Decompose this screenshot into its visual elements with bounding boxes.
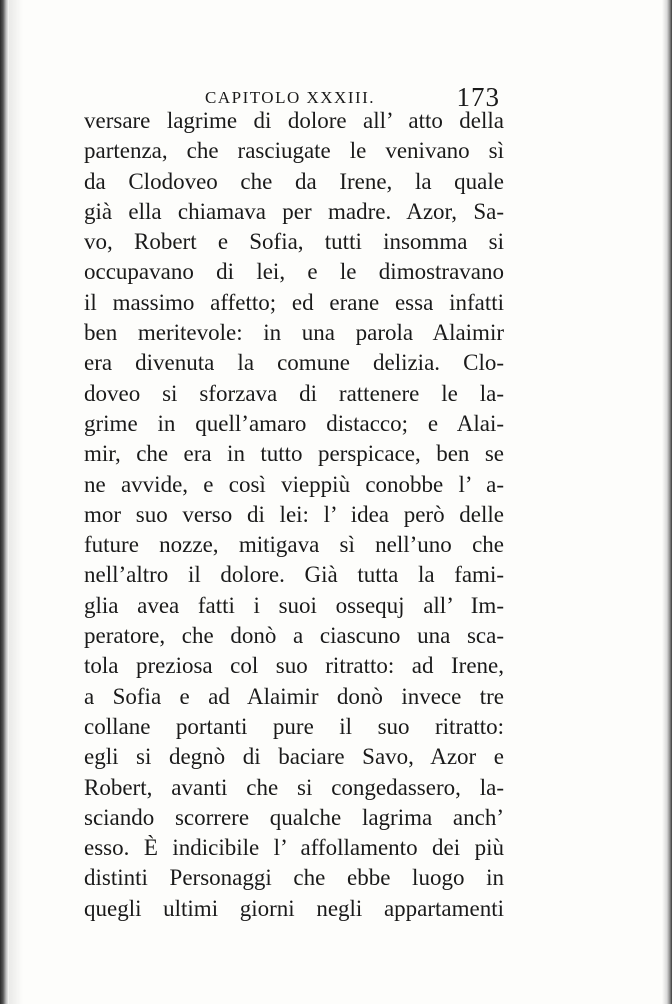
text-line: future nozze, mitigava sì nell’uno che	[84, 532, 504, 558]
body-text	[84, 106, 504, 924]
text-line: collane portanti pure il suo ritratto:	[84, 713, 504, 739]
text-line: vo, Robert e Sofia, tutti insomma si	[84, 229, 504, 255]
text-line: glia avea fatti i suoi ossequj all’ Im-	[84, 592, 504, 618]
text-line: partenza, che rasciugate le venivano sì	[84, 138, 504, 164]
text-line: peratore, che donò a ciascuno una sca-	[84, 623, 504, 649]
text-line: doveo si sforzava di rattenere le la-	[84, 380, 504, 406]
page-fore-edge	[662, 0, 672, 1004]
text-line: grime in quell’amaro distacco; e Alai-	[84, 410, 504, 436]
text-line: mir, che era in tutto perspicace, ben se	[84, 441, 504, 467]
text-line: distinti Personaggi che ebbe luogo in	[84, 865, 504, 891]
text-line: era divenuta la comune delizia. Clo-	[84, 350, 504, 376]
running-head: CAPITOLO XXXIII.	[205, 88, 376, 107]
text-line: esso. È indicibile l’ affollamento dei più	[84, 835, 504, 861]
text-line: mor suo verso di lei: l’ idea però delle	[84, 501, 504, 527]
text-line: sciando scorrere qualche lagrima anch’	[84, 804, 504, 830]
text-line: a Sofia e ad Alaimir donò invece tre	[84, 683, 504, 709]
text-line: tola preziosa col suo ritratto: ad Irene,	[84, 653, 504, 679]
text-line: ne avvide, e così vieppiù conobbe l’ a-	[84, 471, 504, 497]
text-line: Robert, avanti che si congedassero, la-	[84, 774, 504, 800]
text-line: da Clodoveo che da Irene, la quale	[84, 168, 504, 194]
text-line: già ella chiamava per madre. Azor, Sa-	[84, 198, 504, 224]
page-binding-edge	[0, 0, 9, 1004]
page-gutter-shadow	[9, 0, 23, 1004]
text-line: occupavano di lei, e le dimostravano	[84, 259, 504, 285]
page-number: 173	[456, 82, 500, 112]
text-line: nell’altro il dolore. Già tutta la fami-	[84, 562, 504, 588]
text-line: versare lagrime di dolore all’ atto della	[84, 108, 504, 133]
text-line: egli si degnò di baciare Savo, Azor e	[84, 744, 504, 770]
text-line: il massimo affetto; ed erane essa infatti	[84, 289, 504, 315]
text-line: ben meritevole: in una parola Alaimir	[84, 320, 504, 346]
text-line: quegli ultimi giorni negli appartamenti	[84, 895, 504, 921]
